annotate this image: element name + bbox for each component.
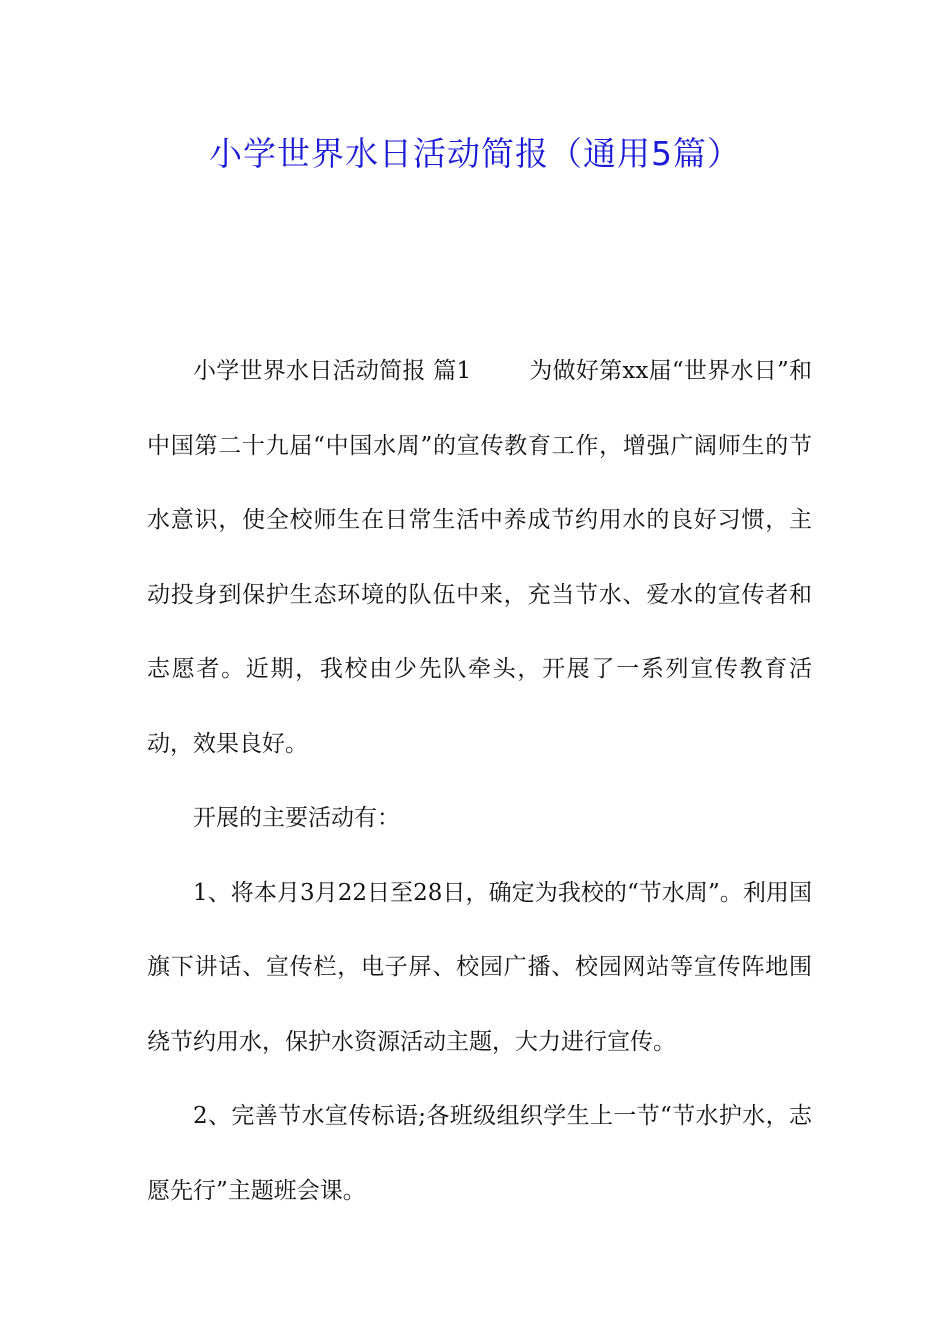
paragraph-activities-intro: 开展的主要活动有： (193, 805, 400, 831)
paragraph-item-2: 2、完善节水宣传标语;各班级组织学生上一节“节水护水，志愿先行”主题班会课。 (147, 1103, 812, 1204)
paragraph-text: 为做好第xx届“世界水日”和中国第二十九届“中国水周”的宣传教育工作，增强广阔师生的节水意识，使全校师生在日常生活中养成节约用水的良好习惯，主动投身到保护生态环境的队伍中来，充当节水、爱水的宣传者和志愿者。近期，我校由少先队牵头，开展了一系列宣传教育活动，效果良好。 (147, 358, 812, 757)
paragraph-intro (147, 334, 812, 781)
document-body (147, 334, 812, 1228)
paragraph-item-1: 1、将本月3月22日至28日，确定为我校的“节水周”。利用国旗下讲话、宣传栏，电子屏、校园广播、校园网站等宣传阵地围绕节约用水，保护水资源活动主题，大力进行宣传。 (147, 879, 812, 1055)
document-title: 小学世界水日活动简报（通用5篇） (209, 134, 741, 173)
section-heading: 小学世界水日活动简报 篇1 (193, 358, 472, 384)
